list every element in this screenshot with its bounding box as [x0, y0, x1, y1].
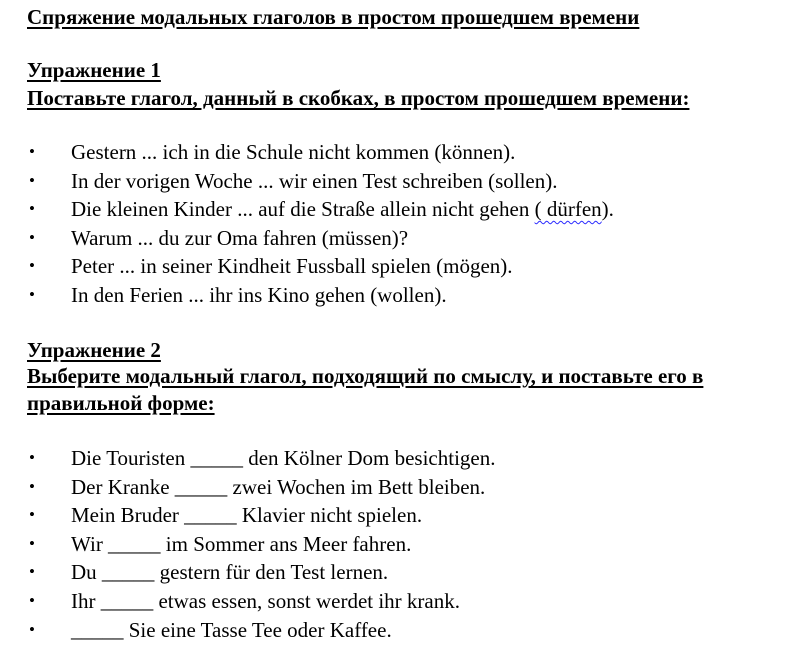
- list-item-text: Der Kranke _____ zwei Wochen im Bett bleiben.: [71, 474, 486, 499]
- bullet-icon: •: [29, 448, 35, 467]
- bullet-icon: •: [29, 256, 35, 276]
- list-item-text: Gestern ... ich in die Schule nicht kommen (können).: [71, 140, 516, 164]
- list-item-text: Wir _____ im Sommer ans Meer fahren.: [71, 531, 412, 556]
- exercise2-heading: Упражнение 2: [27, 338, 161, 362]
- bullet-icon: •: [29, 170, 35, 190]
- grammar-marked-text: ( dürfen: [534, 197, 602, 222]
- exercise1-instruction: Поставьте глагол, данный в скобках, в простом прошедшем времени:: [27, 86, 690, 110]
- bullet-icon: •: [29, 590, 35, 610]
- bullet-icon: •: [29, 284, 35, 304]
- list-item-text: Du _____ gestern für den Test lernen.: [71, 560, 389, 585]
- list-item-text-after: ).: [601, 197, 614, 222]
- bullet-icon: •: [29, 142, 35, 161]
- list-item-text: Ihr _____ etwas essen, sonst werdet ihr krank.: [71, 588, 460, 613]
- page-title: [27, 5, 639, 29]
- title-text: Спряжение модальных глаголов в простом прошедшем времени: [27, 5, 640, 29]
- list-item-text: Peter ... in seiner Kindheit Fussball spielen (mögen).: [71, 254, 513, 279]
- list-item-text: [71, 195, 614, 224]
- list-item-text: In den Ferien ... ihr ins Kino gehen (wollen).: [71, 282, 447, 307]
- bullet-icon: •: [29, 227, 35, 247]
- list-item-text: Die Touristen _____ den Kölner Dom besichtigen.: [71, 446, 496, 470]
- bullet-icon: •: [29, 619, 35, 639]
- bullet-icon: •: [29, 562, 35, 582]
- bullet-icon: •: [29, 533, 35, 553]
- list-item-text-before: Die kleinen Kinder ... auf die Straße allein nicht gehen: [71, 197, 535, 222]
- list-item-text: In der vorigen Woche ... wir einen Test schreiben (sollen).: [71, 168, 558, 193]
- bullet-icon: •: [29, 476, 35, 496]
- exercise2-instruction: Выберите модальный глагол, подходящий по смыслу, и поставьте его в правильной форме:: [27, 364, 704, 415]
- exercise1-heading: Упражнение 1: [27, 58, 161, 82]
- list-item-text: _____ Sie eine Tasse Tee oder Kaffee.: [71, 617, 392, 642]
- list-item-text: Mein Bruder _____ Klavier nicht spielen.: [71, 503, 423, 528]
- bullet-icon: •: [29, 199, 35, 219]
- bullet-icon: •: [29, 505, 35, 525]
- list-item-text: Warum ... du zur Oma fahren (müssen)?: [71, 225, 409, 250]
